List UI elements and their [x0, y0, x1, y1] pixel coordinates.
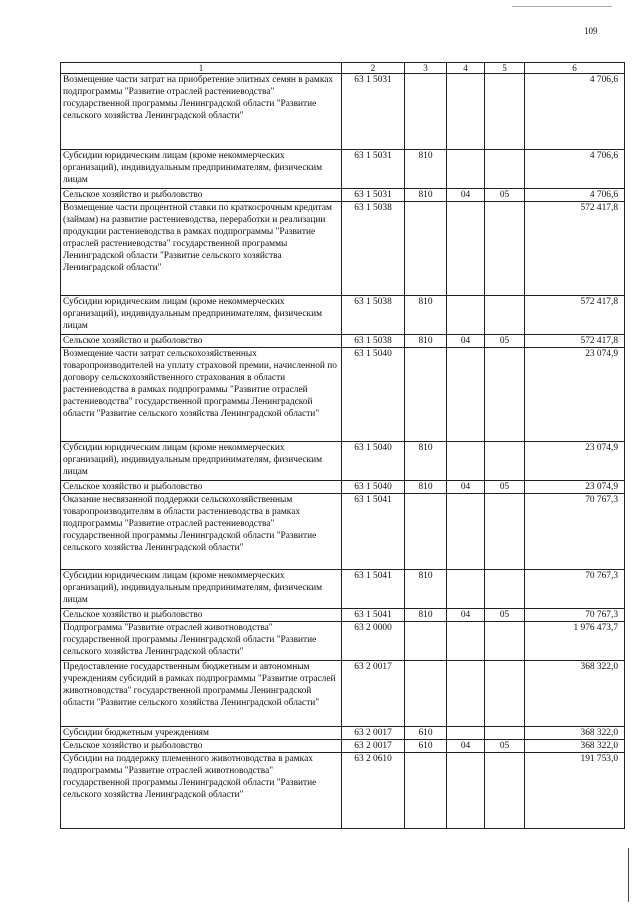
- header-cell: 4: [447, 63, 485, 74]
- row-name: Субсидии юридическим лицам (кроме некоммерческих организаций), индивидуальным предпринимателям, физическим лицам: [61, 296, 342, 335]
- row-subsection: [485, 442, 525, 481]
- row-code: 63 1 5040: [342, 348, 405, 442]
- row-amount: 4 706,6: [525, 74, 625, 150]
- row-name: Сельское хозяйство и рыболовство: [61, 481, 342, 494]
- table-row: [61, 348, 625, 442]
- table-row: [61, 442, 625, 481]
- row-expense-type: 810: [405, 296, 447, 335]
- row-subsection: 05: [485, 609, 525, 622]
- row-section: [447, 753, 485, 829]
- row-amount: 368 322,0: [525, 661, 625, 727]
- row-section: [447, 494, 485, 570]
- table-row: [61, 335, 625, 348]
- row-expense-type: [405, 661, 447, 727]
- row-subsection: [485, 74, 525, 150]
- row-expense-type: [405, 622, 447, 661]
- row-name: Субсидии бюджетным учреждениям: [61, 727, 342, 740]
- row-expense-type: [405, 348, 447, 442]
- row-name: Субсидии юридическим лицам (кроме некоммерческих организаций), индивидуальным предпринимателям, физическим лицам: [61, 442, 342, 481]
- row-section: [447, 296, 485, 335]
- row-code: 63 2 0000: [342, 622, 405, 661]
- row-subsection: [485, 570, 525, 609]
- row-expense-type: 810: [405, 609, 447, 622]
- row-amount: 572 417,8: [525, 202, 625, 296]
- row-subsection: 05: [485, 481, 525, 494]
- row-code: 63 1 5038: [342, 202, 405, 296]
- row-section: [447, 727, 485, 740]
- row-code: 63 2 0017: [342, 727, 405, 740]
- row-name: Предоставление государственным бюджетным и автономным учреждениям субсидий в рамках подпрограммы "Развитие отраслей животноводства" государственной программы Ленинградской области "Развитие сельского хозяйства Ленинградской области": [61, 661, 342, 727]
- table-row: [61, 609, 625, 622]
- row-expense-type: [405, 753, 447, 829]
- table-row: [61, 494, 625, 570]
- row-amount: 70 767,3: [525, 609, 625, 622]
- row-section: 04: [447, 335, 485, 348]
- row-code: 63 1 5038: [342, 335, 405, 348]
- row-section: [447, 622, 485, 661]
- table-row: [61, 150, 625, 189]
- row-code: 63 1 5031: [342, 150, 405, 189]
- row-name: Субсидии юридическим лицам (кроме некоммерческих организаций), индивидуальным предпринимателям, физическим лицам: [61, 150, 342, 189]
- row-name: Оказание несвязанной поддержки сельскохозяйственным товаропроизводителям в области растениеводства в рамках подпрограммы "Развитие отраслей растениеводства" государственной программы Ленинградской области "Развитие сельского хозяйства Ленинградской области": [61, 494, 342, 570]
- header-cell: 1: [61, 63, 342, 74]
- row-section: [447, 570, 485, 609]
- row-amount: 572 417,8: [525, 296, 625, 335]
- row-name: Сельское хозяйство и рыболовство: [61, 189, 342, 202]
- row-subsection: [485, 348, 525, 442]
- row-subsection: [485, 494, 525, 570]
- row-name: Подпрограмма "Развитие отраслей животноводства" государственной программы Ленинградской области "Развитие сельского хозяйства Ленинградской области": [61, 622, 342, 661]
- row-name: Сельское хозяйство и рыболовство: [61, 740, 342, 753]
- row-subsection: [485, 727, 525, 740]
- row-code: 63 2 0610: [342, 753, 405, 829]
- row-subsection: 05: [485, 740, 525, 753]
- top-rule: [512, 6, 612, 7]
- row-subsection: 05: [485, 189, 525, 202]
- row-subsection: [485, 753, 525, 829]
- table-row: [61, 570, 625, 609]
- header-cell: 2: [342, 63, 405, 74]
- row-section: [447, 661, 485, 727]
- header-cell: 3: [405, 63, 447, 74]
- row-amount: 70 767,3: [525, 570, 625, 609]
- row-section: [447, 348, 485, 442]
- header-row: [61, 63, 625, 74]
- row-name: Возмещение части затрат сельскохозяйственных товаропроизводителей на уплату страховой премии, начисленной по договору сельскохозяйственного страхования в области растениеводства в рамках подпрограммы "Развитие отраслей растениеводства" государственной программы Ленинградской области "Развитие сельского хозяйства Ленинградской области": [61, 348, 342, 442]
- row-subsection: [485, 661, 525, 727]
- row-name: Субсидии юридическим лицам (кроме некоммерческих организаций), индивидуальным предпринимателям, физическим лицам: [61, 570, 342, 609]
- row-section: 04: [447, 740, 485, 753]
- row-expense-type: 610: [405, 740, 447, 753]
- row-code: 63 2 0017: [342, 661, 405, 727]
- page-number: 109: [584, 26, 598, 36]
- row-amount: 4 706,6: [525, 189, 625, 202]
- row-name: Сельское хозяйство и рыболовство: [61, 335, 342, 348]
- table-row: [61, 661, 625, 727]
- row-amount: 368 322,0: [525, 727, 625, 740]
- row-expense-type: [405, 74, 447, 150]
- row-subsection: [485, 622, 525, 661]
- row-code: 63 1 5038: [342, 296, 405, 335]
- budget-table: [60, 62, 625, 829]
- row-amount: 368 322,0: [525, 740, 625, 753]
- row-expense-type: 810: [405, 189, 447, 202]
- row-expense-type: [405, 202, 447, 296]
- row-expense-type: 810: [405, 335, 447, 348]
- row-section: [447, 150, 485, 189]
- row-code: 63 1 5031: [342, 74, 405, 150]
- row-name: Возмещение части процентной ставки по краткосрочным кредитам (займам) на развитие растениеводства, переработки и реализации продукции растениеводства в рамках подпрограммы "Развитие отраслей растениеводства" государственной программы Ленинградской области "Развитие сельского хозяйства Ленинградской области": [61, 202, 342, 296]
- row-expense-type: [405, 494, 447, 570]
- table-row: [61, 74, 625, 150]
- row-section: [447, 442, 485, 481]
- row-expense-type: 810: [405, 442, 447, 481]
- table-row: [61, 622, 625, 661]
- row-expense-type: 810: [405, 150, 447, 189]
- row-amount: 572 417,8: [525, 335, 625, 348]
- row-amount: 70 767,3: [525, 494, 625, 570]
- row-section: 04: [447, 189, 485, 202]
- table-row: [61, 189, 625, 202]
- row-code: 63 1 5031: [342, 189, 405, 202]
- row-code: 63 2 0017: [342, 740, 405, 753]
- table-row: [61, 727, 625, 740]
- row-amount: 23 074,9: [525, 442, 625, 481]
- row-subsection: 05: [485, 335, 525, 348]
- header-cell: 6: [525, 63, 625, 74]
- row-name: Возмещение части затрат на приобретение элитных семян в рамках подпрограммы "Развитие отраслей растениеводства" государственной программы Ленинградской области "Развитие сельского хозяйства Ленинградской области": [61, 74, 342, 150]
- row-code: 63 1 5040: [342, 442, 405, 481]
- row-expense-type: 810: [405, 570, 447, 609]
- row-subsection: [485, 202, 525, 296]
- table-row: [61, 753, 625, 829]
- row-expense-type: 810: [405, 481, 447, 494]
- table-row: [61, 202, 625, 296]
- row-section: [447, 202, 485, 296]
- row-code: 63 1 5041: [342, 609, 405, 622]
- row-subsection: [485, 150, 525, 189]
- row-amount: 23 074,9: [525, 348, 625, 442]
- row-section: [447, 74, 485, 150]
- header-cell: 5: [485, 63, 525, 74]
- row-amount: 4 706,6: [525, 150, 625, 189]
- row-expense-type: 610: [405, 727, 447, 740]
- row-code: 63 1 5041: [342, 494, 405, 570]
- table-row: [61, 740, 625, 753]
- row-amount: 191 753,0: [525, 753, 625, 829]
- row-subsection: [485, 296, 525, 335]
- row-section: 04: [447, 609, 485, 622]
- row-name: Сельское хозяйство и рыболовство: [61, 609, 342, 622]
- row-amount: 1 976 473,7: [525, 622, 625, 661]
- margin-mark: [628, 848, 629, 902]
- row-name: Субсидии на поддержку племенного животноводства в рамках подпрограммы "Развитие отраслей животноводства" государственной программы Ленинградской области "Развитие сельского хозяйства Ленинградской области": [61, 753, 342, 829]
- table-row: [61, 481, 625, 494]
- table-row: [61, 296, 625, 335]
- row-code: 63 1 5040: [342, 481, 405, 494]
- row-section: 04: [447, 481, 485, 494]
- row-amount: 23 074,9: [525, 481, 625, 494]
- row-code: 63 1 5041: [342, 570, 405, 609]
